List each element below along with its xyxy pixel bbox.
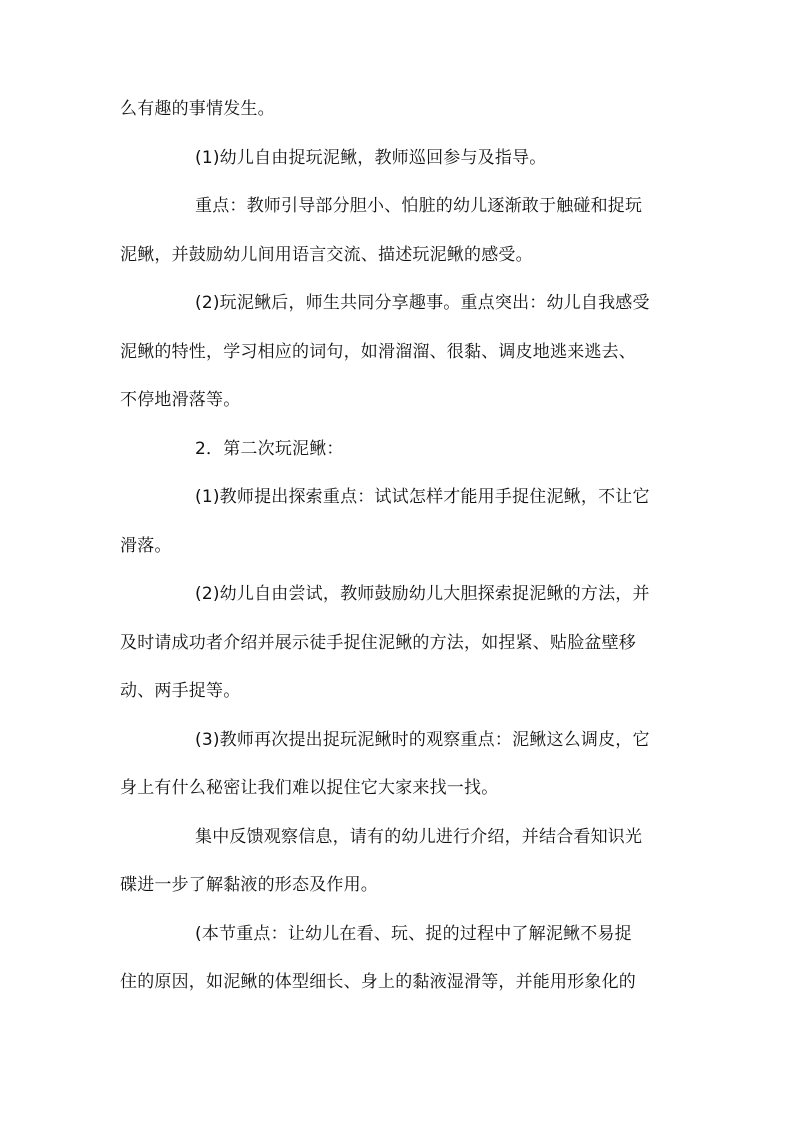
paragraph-line: 重点：教师引导部分胆小、怕脏的幼儿逐渐敢于触碰和捉玩 [195,196,643,216]
paragraph-line: (本节重点：让幼儿在看、玩、捉的过程中了解泥鳅不易捉 [195,924,632,944]
paragraph-line: (3)教师再次提出捉玩泥鳅时的观察重点：泥鳅这么调皮，它 [195,730,650,750]
paragraph-line: 不停地滑落等。 [120,390,241,410]
paragraph-line: 泥鳅的特性，学习相应的词句，如滑溜溜、很黏、调皮地逃来逃去、 [120,342,636,362]
paragraph-line: (2)玩泥鳅后，师生共同分享趣事。重点突出：幼儿自我感受 [195,293,650,313]
paragraph-line: 动、两手捉等。 [120,681,241,701]
paragraph-line: 泥鳅，并鼓励幼儿间用语言交流、描述玩泥鳅的感受。 [120,245,533,265]
paragraph-line: 碟进一步了解黏液的形态及作用。 [120,875,378,895]
paragraph-line: 住的原因，如泥鳅的体型细长、身上的黏液湿滑等，并能用形象化的 [120,972,636,992]
paragraph-line: 集中反馈观察信息，请有的幼儿进行介绍，并结合看知识光 [195,827,643,847]
paragraph-line: (1)幼儿自由捉玩泥鳅，教师巡回参与及指导。 [195,148,547,168]
paragraph-line: 么有趣的事情发生。 [120,99,275,119]
paragraph-line: (1)教师提出探索重点：试试怎样才能用手捉住泥鳅，不让它 [195,487,650,507]
paragraph-line: 及时请成功者介绍并展示徒手捉住泥鳅的方法，如捏紧、贴脸盆壁移 [120,633,636,653]
paragraph-line: 滑落。 [120,536,172,556]
paragraph-line: 身上有什么秘密让我们难以捉住它大家来找一找。 [120,778,499,798]
paragraph-line: (2)幼儿自由尝试，教师鼓励幼儿大胆探索捉泥鳅的方法，并 [195,584,650,604]
section-heading: 2．第二次玩泥鳅： [195,439,344,459]
